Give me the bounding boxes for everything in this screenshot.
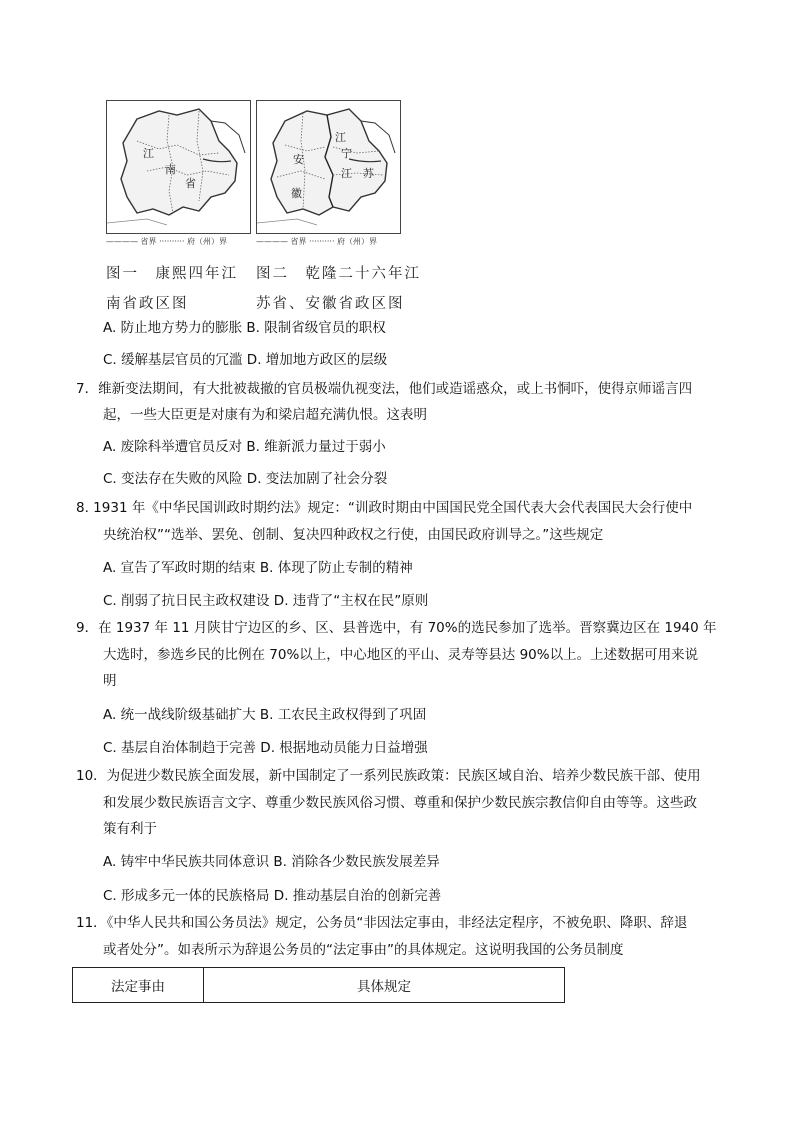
dismissal-rules-table bbox=[72, 967, 565, 1003]
q9-stem-line1: 9．在 1937 年 11 月陕甘宁边区的乡、区、县普选中，有 70%的选民参加了选举。晋察冀边区在 1940 年 bbox=[76, 620, 717, 636]
map-figure-2 bbox=[256, 100, 401, 234]
q9-options-ab: A. 统一战线阶级基础扩大 B. 工农民主政权得到了巩固 bbox=[103, 707, 427, 723]
q11-stem-line2: 或者处分”。如表所示为辞退公务员的“法定事由”的具体规定。这说明我国的公务员制度 bbox=[103, 942, 624, 958]
map1-label-nan: 南 bbox=[165, 163, 176, 176]
map1-label-jiang: 江 bbox=[143, 147, 154, 160]
map2-label-an: 安 bbox=[293, 153, 304, 166]
map1-caption-line2: 南省政区图 bbox=[106, 296, 189, 312]
q10-stem-line2: 和发展少数民族语言文字、尊重少数民族风俗习惯、尊重和保护少数民族宗教信仰自由等等。这些政 bbox=[103, 795, 697, 811]
map2-legend: ———— 省界 ·········· 府（州）界 bbox=[256, 237, 378, 246]
q8-stem-line2: 央统治权”“选举、罢免、创制、复决四种政权之行使，由国民政府训导之。”这些规定 bbox=[103, 527, 604, 543]
map2-label-ning: 宁 bbox=[341, 147, 352, 160]
map2-caption-line1: 图二 乾隆二十六年江 bbox=[256, 266, 421, 282]
q10-options-cd: C. 形成多元一体的民族格局 D. 推动基层自治的创新完善 bbox=[103, 888, 442, 904]
q7-stem-line2: 起，一些大臣更是对康有为和梁启超充满仇恨。这表明 bbox=[103, 407, 427, 423]
map1-legend: ———— 省界 ·········· 府（州）界 bbox=[106, 237, 228, 246]
q7-stem-line1: 7．维新变法期间，有大批被裁撤的官员极端仇视变法，他们或造谣惑众，或上书恫吓，使得京师谣言四 bbox=[76, 381, 693, 397]
map2-caption-line2: 苏省、安徽省政区图 bbox=[256, 296, 405, 312]
map2-label-su: 苏 bbox=[363, 167, 374, 180]
q6-options-cd: C. 缓解基层官员的冗滥 D. 增加地方政区的层级 bbox=[103, 352, 388, 368]
q7-options-cd: C. 变法存在失败的风险 D. 变法加剧了社会分裂 bbox=[103, 471, 388, 487]
qianlong-jiangsu-anhui-map bbox=[257, 101, 400, 233]
kangxi-jiangnan-map bbox=[107, 101, 250, 233]
q10-options-ab: A. 铸牢中华民族共同体意识 B. 消除各少数民族发展差异 bbox=[103, 854, 440, 870]
table-header-legal-reason: 法定事由 bbox=[73, 968, 204, 1003]
q11-stem-line1: 11．《中华人民共和国公务员法》规定，公务员“非因法定事由，非经法定程序，不被免职、降职、辞退 bbox=[76, 915, 688, 931]
q9-stem-line3: 明 bbox=[103, 673, 117, 689]
table-header-row bbox=[73, 968, 565, 1003]
map2-label-jiang-top: 江 bbox=[335, 131, 346, 144]
map-figure-1 bbox=[106, 100, 251, 234]
map1-label-sheng: 省 bbox=[185, 177, 196, 190]
map2-label-hui: 徽 bbox=[291, 187, 302, 200]
q8-stem-line1: 8. 1931 年《中华民国训政时期约法》规定：“训政时期由中国国民党全国代表大会代表国民大会行使中 bbox=[76, 500, 693, 516]
map1-caption-line1: 图一 康熙四年江 bbox=[106, 266, 238, 282]
q8-options-cd: C. 削弱了抗日民主政权建设 D. 违背了“主权在民”原则 bbox=[103, 593, 429, 609]
q7-options-ab: A. 废除科举遭官员反对 B. 维新派力量过于弱小 bbox=[103, 439, 386, 455]
q8-options-ab: A. 宣告了军政时期的结束 B. 体现了防止专制的精神 bbox=[103, 560, 413, 576]
q9-options-cd: C. 基层自治体制趋于完善 D. 根据地动员能力日益增强 bbox=[103, 740, 428, 756]
map2-label-jiang: 江 bbox=[341, 167, 352, 180]
q6-options-ab: A. 防止地方势力的膨胀 B. 限制省级官员的职权 bbox=[103, 320, 386, 336]
q10-stem-line1: 10．为促进少数民族全面发展，新中国制定了一系列民族政策：民族区域自治、培养少数民族干部、使用 bbox=[76, 768, 701, 784]
table-header-specific-rules: 具体规定 bbox=[204, 968, 565, 1003]
q9-stem-line2: 大选时，参选乡民的比例在 70%以上，中心地区的平山、灵寿等县达 90%以上。上述数据可用来说 bbox=[103, 647, 699, 663]
q10-stem-line3: 策有利于 bbox=[103, 821, 157, 837]
